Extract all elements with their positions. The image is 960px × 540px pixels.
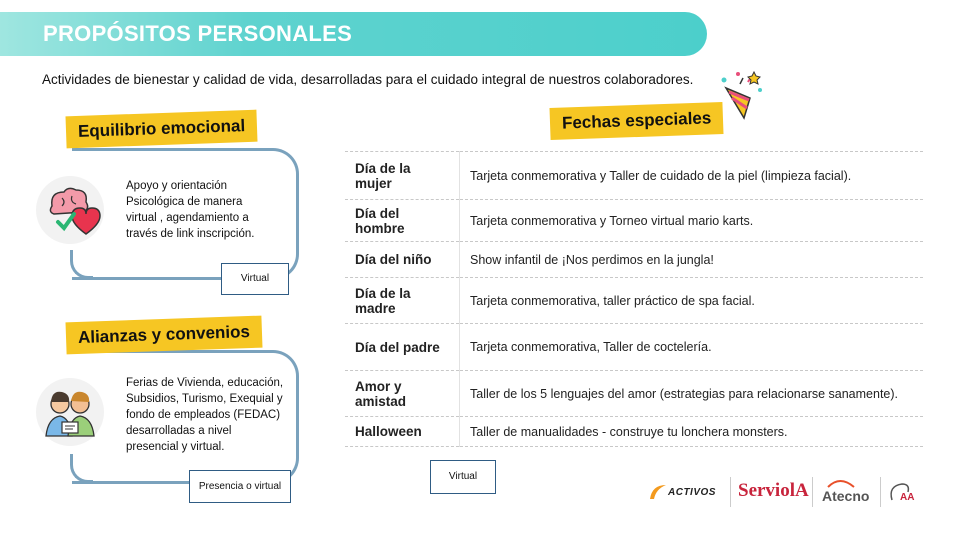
emotional-tag: Equilibrio emocional (65, 110, 257, 149)
party-popper-icon (718, 68, 764, 126)
date-name: Día del hombre (345, 200, 460, 242)
special-dates-tag: Fechas especiales (549, 102, 723, 140)
date-activity: Show infantil de ¡Nos perdimos en la jungla! (460, 242, 924, 278)
logo-divider (880, 477, 881, 507)
table-row (345, 200, 923, 242)
emotional-modality-box: Virtual (221, 263, 289, 295)
date-name: Día de la madre (345, 278, 460, 324)
date-name: Día del niño (345, 242, 460, 278)
table-row (345, 371, 923, 417)
table-row (345, 417, 923, 447)
logo-divider (812, 477, 813, 507)
logo-aa (886, 480, 920, 506)
logo-serviola: ServiolA (738, 480, 809, 501)
logo-atecno (822, 478, 869, 506)
logo-activos (646, 481, 716, 503)
brain-heart-icon (36, 176, 104, 244)
table-row (345, 278, 923, 324)
special-dates-table (345, 151, 923, 447)
date-name: Amor y amistad (345, 371, 460, 417)
activos-swoosh-icon (646, 481, 668, 503)
page-title: PROPÓSITOS PERSONALES (43, 21, 353, 46)
emotional-description: Apoyo y orientación Psicológica de manera virtual , agendamiento a través de link inscripción. (126, 180, 255, 240)
alliances-description: Ferias de Vivienda, educación, Subsidios, Turismo, Exequial y fondo de empleados (FEDAC) desarrolladas a nivel presencial y virtual. (126, 377, 284, 453)
logo-divider (730, 477, 731, 507)
atecno-arc-icon (826, 478, 856, 488)
date-activity: Taller de los 5 lenguajes del amor (estrategias para relacionarse sanamente). (460, 371, 924, 417)
date-activity: Tarjeta conmemorativa y Taller de cuidado de la piel (limpieza facial). (460, 152, 924, 200)
activos-logo-text: ACTIVOS (668, 486, 716, 498)
date-activity: Taller de manualidades - construye tu lonchera monsters. (460, 417, 924, 447)
date-name: Día de la mujer (345, 152, 460, 200)
atecno-logo-text: Atecno (822, 488, 870, 504)
table-row (345, 152, 923, 200)
aa-logo-text: AA (900, 492, 915, 503)
alliances-tag: Alianzas y convenios (66, 316, 263, 355)
table-row (345, 242, 923, 278)
date-activity: Tarjeta conmemorativa, taller práctico de spa facial. (460, 278, 924, 324)
date-activity: Tarjeta conmemorativa y Torneo virtual mario karts. (460, 200, 924, 242)
page-subtitle: Actividades de bienestar y calidad de vida, desarrolladas para el cuidado integral de nuestros colaboradores. (42, 72, 694, 87)
handshake-people-icon (36, 378, 104, 446)
date-name: Halloween (345, 417, 460, 447)
special-dates-modality-box: Virtual (430, 460, 496, 494)
alliances-modality-box: Presencia o virtual (189, 470, 291, 503)
date-name: Día del padre (345, 324, 460, 371)
table-row (345, 324, 923, 371)
date-activity: Tarjeta conmemorativa, Taller de coctelería. (460, 324, 924, 371)
